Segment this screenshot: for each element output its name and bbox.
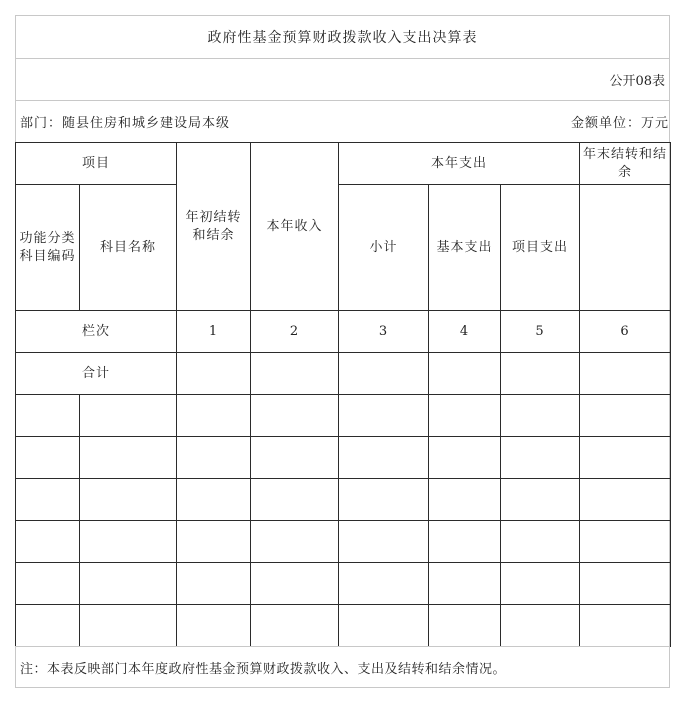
- data-rows: [16, 395, 671, 647]
- table-cell: [501, 353, 580, 395]
- form-number: 公开08表: [609, 74, 665, 89]
- table-cell: [80, 437, 177, 479]
- header-current-expense: 本年支出: [339, 143, 580, 185]
- table-cell: [580, 479, 671, 521]
- table-cell: [429, 479, 501, 521]
- table-cell: [16, 563, 80, 605]
- column-index: 5: [501, 311, 580, 353]
- table-cell: [501, 479, 580, 521]
- table-cell: [177, 395, 251, 437]
- table-cell: [80, 395, 177, 437]
- report-title: 政府性基金预算财政拨款收入支出决算表: [207, 29, 478, 46]
- header-func-code: 功能分类科目编码: [16, 185, 80, 311]
- table-cell: [177, 479, 251, 521]
- header-subtotal: 小计: [339, 185, 429, 311]
- table-cell: [251, 437, 339, 479]
- table-cell: [16, 479, 80, 521]
- table-row: [16, 521, 671, 563]
- table-cell: [339, 605, 429, 647]
- table-cell: [16, 521, 80, 563]
- table-cell: [177, 563, 251, 605]
- table-cell: [80, 479, 177, 521]
- table-cell: [339, 395, 429, 437]
- header-closing-balance: 年末结转和结余: [580, 143, 671, 185]
- table-cell: [501, 605, 580, 647]
- table-cell: [429, 395, 501, 437]
- divider: [15, 58, 670, 59]
- table-cell: [16, 395, 80, 437]
- header-opening-balance: 年初结转和结余: [177, 143, 251, 311]
- table-cell: [251, 353, 339, 395]
- table-cell: [339, 353, 429, 395]
- table-cell: [429, 353, 501, 395]
- table-cell: [580, 605, 671, 647]
- table-cell: [501, 521, 580, 563]
- table-cell: [80, 521, 177, 563]
- column-index: 6: [580, 311, 671, 353]
- table-cell: [251, 605, 339, 647]
- table-cell: [177, 353, 251, 395]
- table-cell: [429, 563, 501, 605]
- table-cell: [339, 563, 429, 605]
- column-index-label: 栏次: [16, 311, 177, 353]
- column-index: 3: [339, 311, 429, 353]
- table-cell: [501, 395, 580, 437]
- header-project-expense: 项目支出: [501, 185, 580, 311]
- table-cell: [339, 479, 429, 521]
- table-row: [16, 395, 671, 437]
- department-label: 部门：随县住房和城乡建设局本级: [20, 116, 231, 131]
- column-index: 1: [177, 311, 251, 353]
- table-cell: [429, 605, 501, 647]
- table-row: [16, 479, 671, 521]
- budget-table: [15, 142, 671, 647]
- table-cell: [177, 605, 251, 647]
- table-cell: [251, 395, 339, 437]
- table-cell: [177, 437, 251, 479]
- table-cell: [501, 437, 580, 479]
- table-cell: [251, 563, 339, 605]
- table-row: [16, 563, 671, 605]
- table-cell: [251, 521, 339, 563]
- header-closing-blank: [580, 185, 671, 311]
- table-cell: [339, 521, 429, 563]
- table-cell: [580, 563, 671, 605]
- table-row: [16, 605, 671, 647]
- table-cell: [501, 563, 580, 605]
- column-index: 4: [429, 311, 501, 353]
- footnote: 注：本表反映部门本年度政府性基金预算财政拨款收入、支出及结转和结余情况。: [20, 662, 507, 677]
- table-cell: [429, 437, 501, 479]
- table-cell: [580, 521, 671, 563]
- header-basic-expense: 基本支出: [429, 185, 501, 311]
- column-index: 2: [251, 311, 339, 353]
- header-current-income: 本年收入: [251, 143, 339, 311]
- divider: [15, 100, 670, 101]
- table-cell: [251, 479, 339, 521]
- table-cell: [580, 353, 671, 395]
- table-cell: [80, 605, 177, 647]
- table-cell: [177, 521, 251, 563]
- divider: [15, 646, 670, 647]
- total-label: 合计: [16, 353, 177, 395]
- header-item: 项目: [16, 143, 177, 185]
- header-subject-name: 科目名称: [80, 185, 177, 311]
- table-cell: [339, 437, 429, 479]
- amount-unit-label: 金额单位：万元: [570, 116, 669, 131]
- table-cell: [80, 563, 177, 605]
- table-cell: [16, 437, 80, 479]
- table-cell: [429, 521, 501, 563]
- table-cell: [16, 605, 80, 647]
- total-row: [16, 353, 671, 395]
- table-cell: [580, 395, 671, 437]
- table-cell: [580, 437, 671, 479]
- table-row: [16, 437, 671, 479]
